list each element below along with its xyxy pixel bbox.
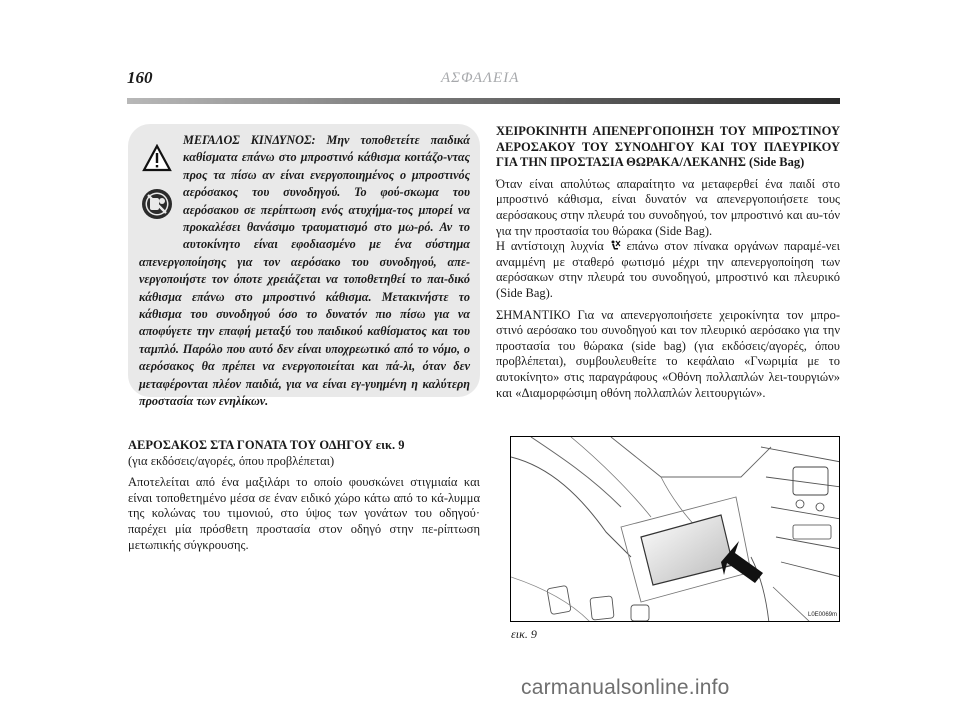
para2-before-icon: Η αντίστοιχη λυχνία bbox=[496, 239, 604, 254]
header-rule bbox=[127, 98, 840, 104]
side-bag-paragraph-3: ΣΗΜΑΝΤΙΚΟ Για να απενεργοποιήσετε χειροκίνητα τον μπρο-στινό αερόσακο του συνοδηγού και τον πλευρικό αερόσακο για την προστασία του θώρακα (side bag) (για εκδόσεις/αγορές, όπου προβλέπεται), συμβουλευθείτε το κεφάλαιο «Γνωριμία με το αυτοκίνητο» στις παραγράφους «Οθόνη πολλαπλών λει-τουργιών» και «Διαμορφώσιμη οθόνη πολλαπλών λειτουργιών». bbox=[496, 307, 840, 400]
section-title: ΑΣΦΑΛΕΙΑ bbox=[441, 70, 520, 86]
airbag-off-lamp-icon bbox=[610, 240, 621, 251]
side-bag-paragraph-1: Όταν είναι απολύτως απαραίτητο να μεταφερθεί ένα παιδί στο μπροστινό κάθισμα, είναι δυνατόν να απενεργοποιήσετε τους αερόσακους στην πλευρά του συνοδηγού, τον μπροστινό και αυ-τόν για την προστασία του θώρακα (Side Bag). bbox=[496, 176, 840, 238]
page-number: 160 bbox=[127, 68, 153, 87]
knee-airbag-body: Αποτελείται από ένα μαξιλάρι το οποίο φουσκώνει στιγμιαία και είναι τοποθετημένο μέσα σε έναν ειδικό χώρο κάτω από το κά-λυμμα της κολώνας του τιμονιού, στο ύψος των γονάτων του οδηγού· παρέχει μία πρόσθετη προστασία στον οδηγό στην πε-ρίπτωση μετωπικής σύγκρουσης. bbox=[128, 475, 480, 552]
no-child-seat-airbag-icon bbox=[141, 188, 173, 220]
warning-icons bbox=[139, 140, 177, 252]
car-interior-drawing bbox=[511, 437, 840, 622]
left-column bbox=[128, 438, 480, 559]
side-bag-heading: ΧΕΙΡΟΚΙΝΗΤΗ ΑΠΕΝΕΡΓΟΠΟΙΗΣΗ ΤΟΥ ΜΠΡΟΣΤΙΝΟΥ ΑΕΡΟΣΑΚΟΥ ΤΟΥ ΣΥΝΟΔΗΓΟΥ ΚΑΙ ΤΟΥ ΠΛΕΥΡΙΚΟΥ ΓΙΑ ΤΗΝ ΠΡΟΣΤΑΣΙΑ ΘΩΡΑΚΑ/ΛΕΚΑΝΗΣ (Side Bag) bbox=[496, 124, 840, 170]
watermark: carmanualsonline.info bbox=[521, 676, 730, 699]
figure-code: L0E0069m bbox=[808, 612, 838, 618]
knee-airbag-subheading: (για εκδόσεις/αγορές, όπου προβλέπεται) bbox=[128, 453, 335, 468]
figure-caption: εικ. 9 bbox=[511, 627, 537, 641]
side-bag-paragraph-2 bbox=[496, 239, 840, 301]
warning-triangle-icon bbox=[142, 144, 172, 172]
warning-text: ΜΕΓΑΛΟΣ ΚΙΝΔΥΝΟΣ: Μην τοποθετείτε παιδικά καθίσματα επάνω στο μπροστινό κάθισμα κοιτάζο-ντας προς τα πίσω αν είναι ενεργοποιημένος ο μπροστινός αερόσακος του συνοδηγού. Το φού-σκωμα του αερόσακου σε περίπτωση ενός ατυχήμα-τος μπορεί να προκαλέσει θανάσιμο τραυματισμό στο μω-ρό. Αν το αυτοκίνητο είναι εφοδιασμένο με ένα σύστημα απενεργοποίησης για τον αερόσακο του συνοδηγού, απε-νεργοποιήστε τον όποτε χρειάζεται να τοποθετηθεί το παι-δικό κάθισμα επάνω στο μπροστινό κάθισμα. Μετακινήστε το κάθισμα του συνοδηγού όσο το δυνατόν πιο πίσω για να αποφύγετε την επαφή μεταξύ του παιδικού καθίσματος και του ταμπλό. Παρόλο που αυτό δεν είναι υποχρεωτικό από το νόμο, ο αερόσακος θα πρέπει να ενεργοποιείται και πά-λι, όταν δεν μεταφέρονται πλέον παιδιά, για να είναι εγ-γυημένη η καλύτερη προστασία των ενηλίκων. bbox=[139, 133, 470, 409]
para2-after-icon: επάνω στον πίνακα οργάνων παραμέ-νει αναμμένη με σταθερό φωτισμό μέχρι την απενεργοποίηση των αερόσακων στην πλευρά του συνοδηγού, μπροστινό και πλευρικό (Side Bag). bbox=[496, 239, 841, 300]
right-column bbox=[496, 124, 840, 407]
figure-9-illustration bbox=[510, 436, 840, 622]
warning-box bbox=[128, 124, 480, 409]
knee-airbag-heading: ΑΕΡΟΣΑΚΟΣ ΣΤΑ ΓΟΝΑΤΑ ΤΟΥ ΟΔΗΓΟΥ εικ. 9 bbox=[128, 438, 405, 452]
